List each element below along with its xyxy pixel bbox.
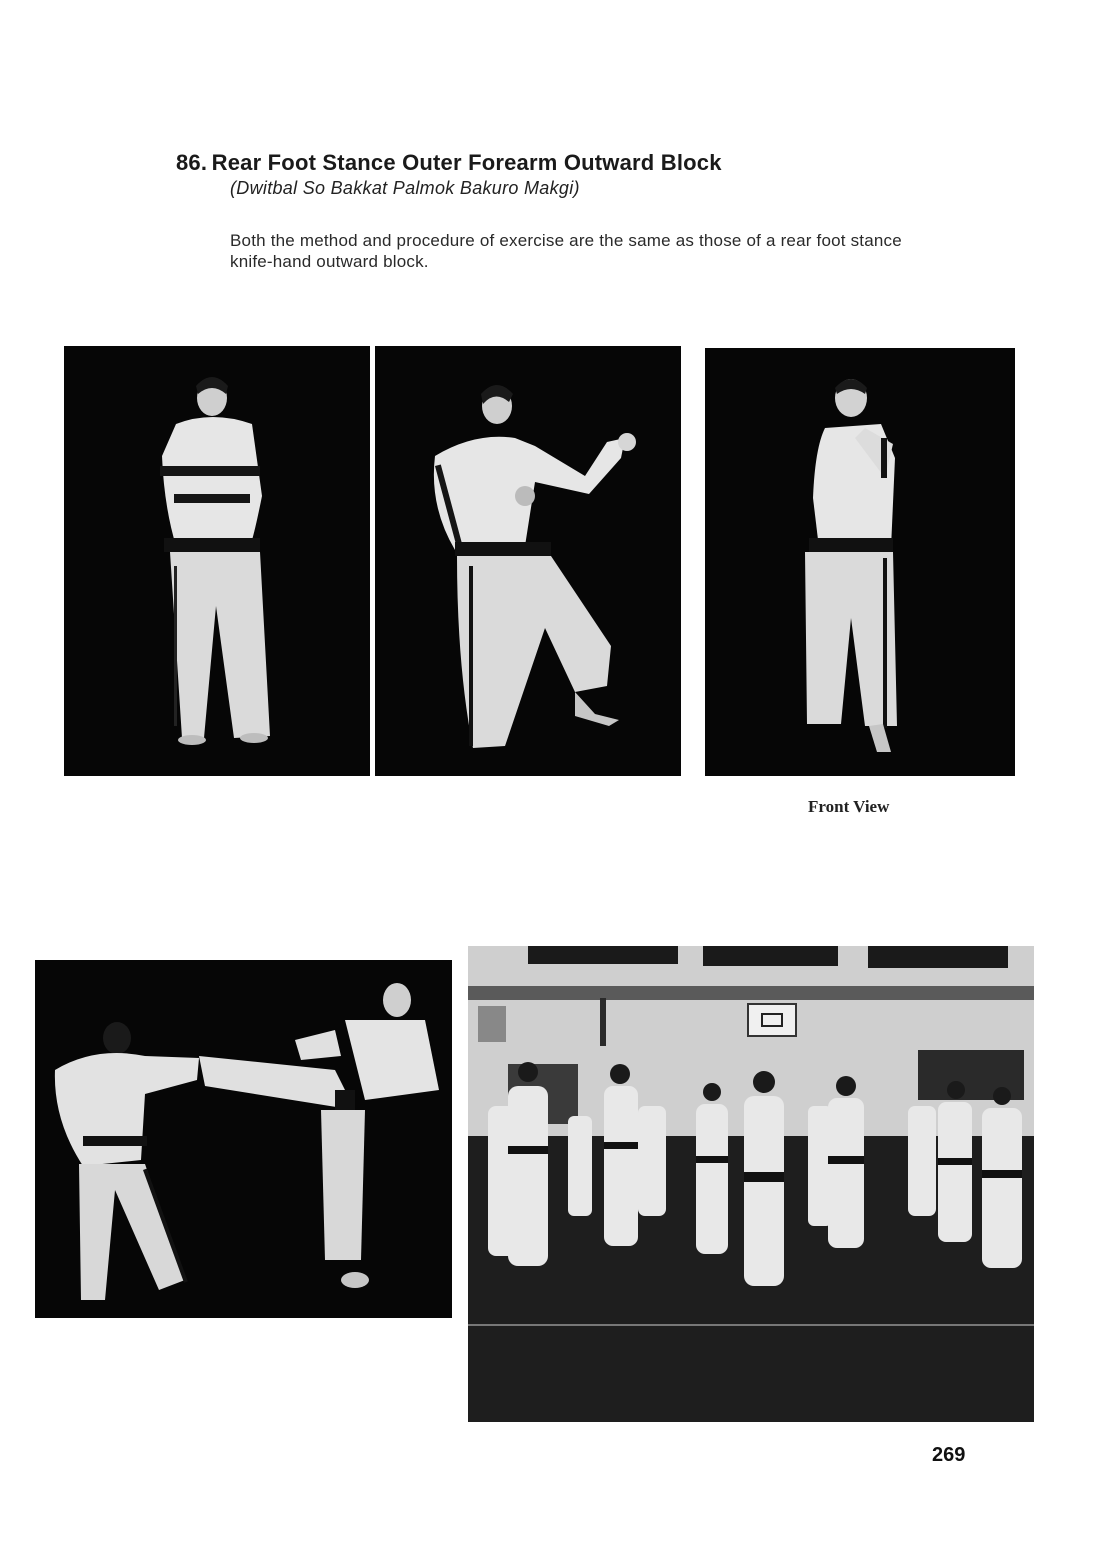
photo-block-side-view <box>375 346 681 776</box>
practitioner-figure-icon <box>705 348 1015 776</box>
photo-sparring-kick <box>35 960 452 1318</box>
page-number: 269 <box>932 1444 966 1466</box>
photo-caption: Front View <box>808 797 890 816</box>
practitioner-figure-icon <box>64 346 370 776</box>
section-subtitle: (Dwitbal So Bakkat Palmok Bakuro Makgi) <box>230 178 580 198</box>
section-heading <box>176 150 936 199</box>
photo-block-front-view <box>705 348 1015 776</box>
section-title: Rear Foot Stance Outer Forearm Outward Block <box>211 150 722 175</box>
practitioner-figure-icon <box>375 346 681 776</box>
section-number: 86. <box>176 150 208 175</box>
photo-ready-stance <box>64 346 370 776</box>
body-paragraph: Both the method and procedure of exercise are the same as those of a rear foot stance knife-hand outward block. <box>230 231 902 271</box>
photo-group-class <box>468 946 1034 1422</box>
sparring-figures-icon <box>35 960 452 1318</box>
gymnasium-scene-icon <box>468 946 1034 1422</box>
